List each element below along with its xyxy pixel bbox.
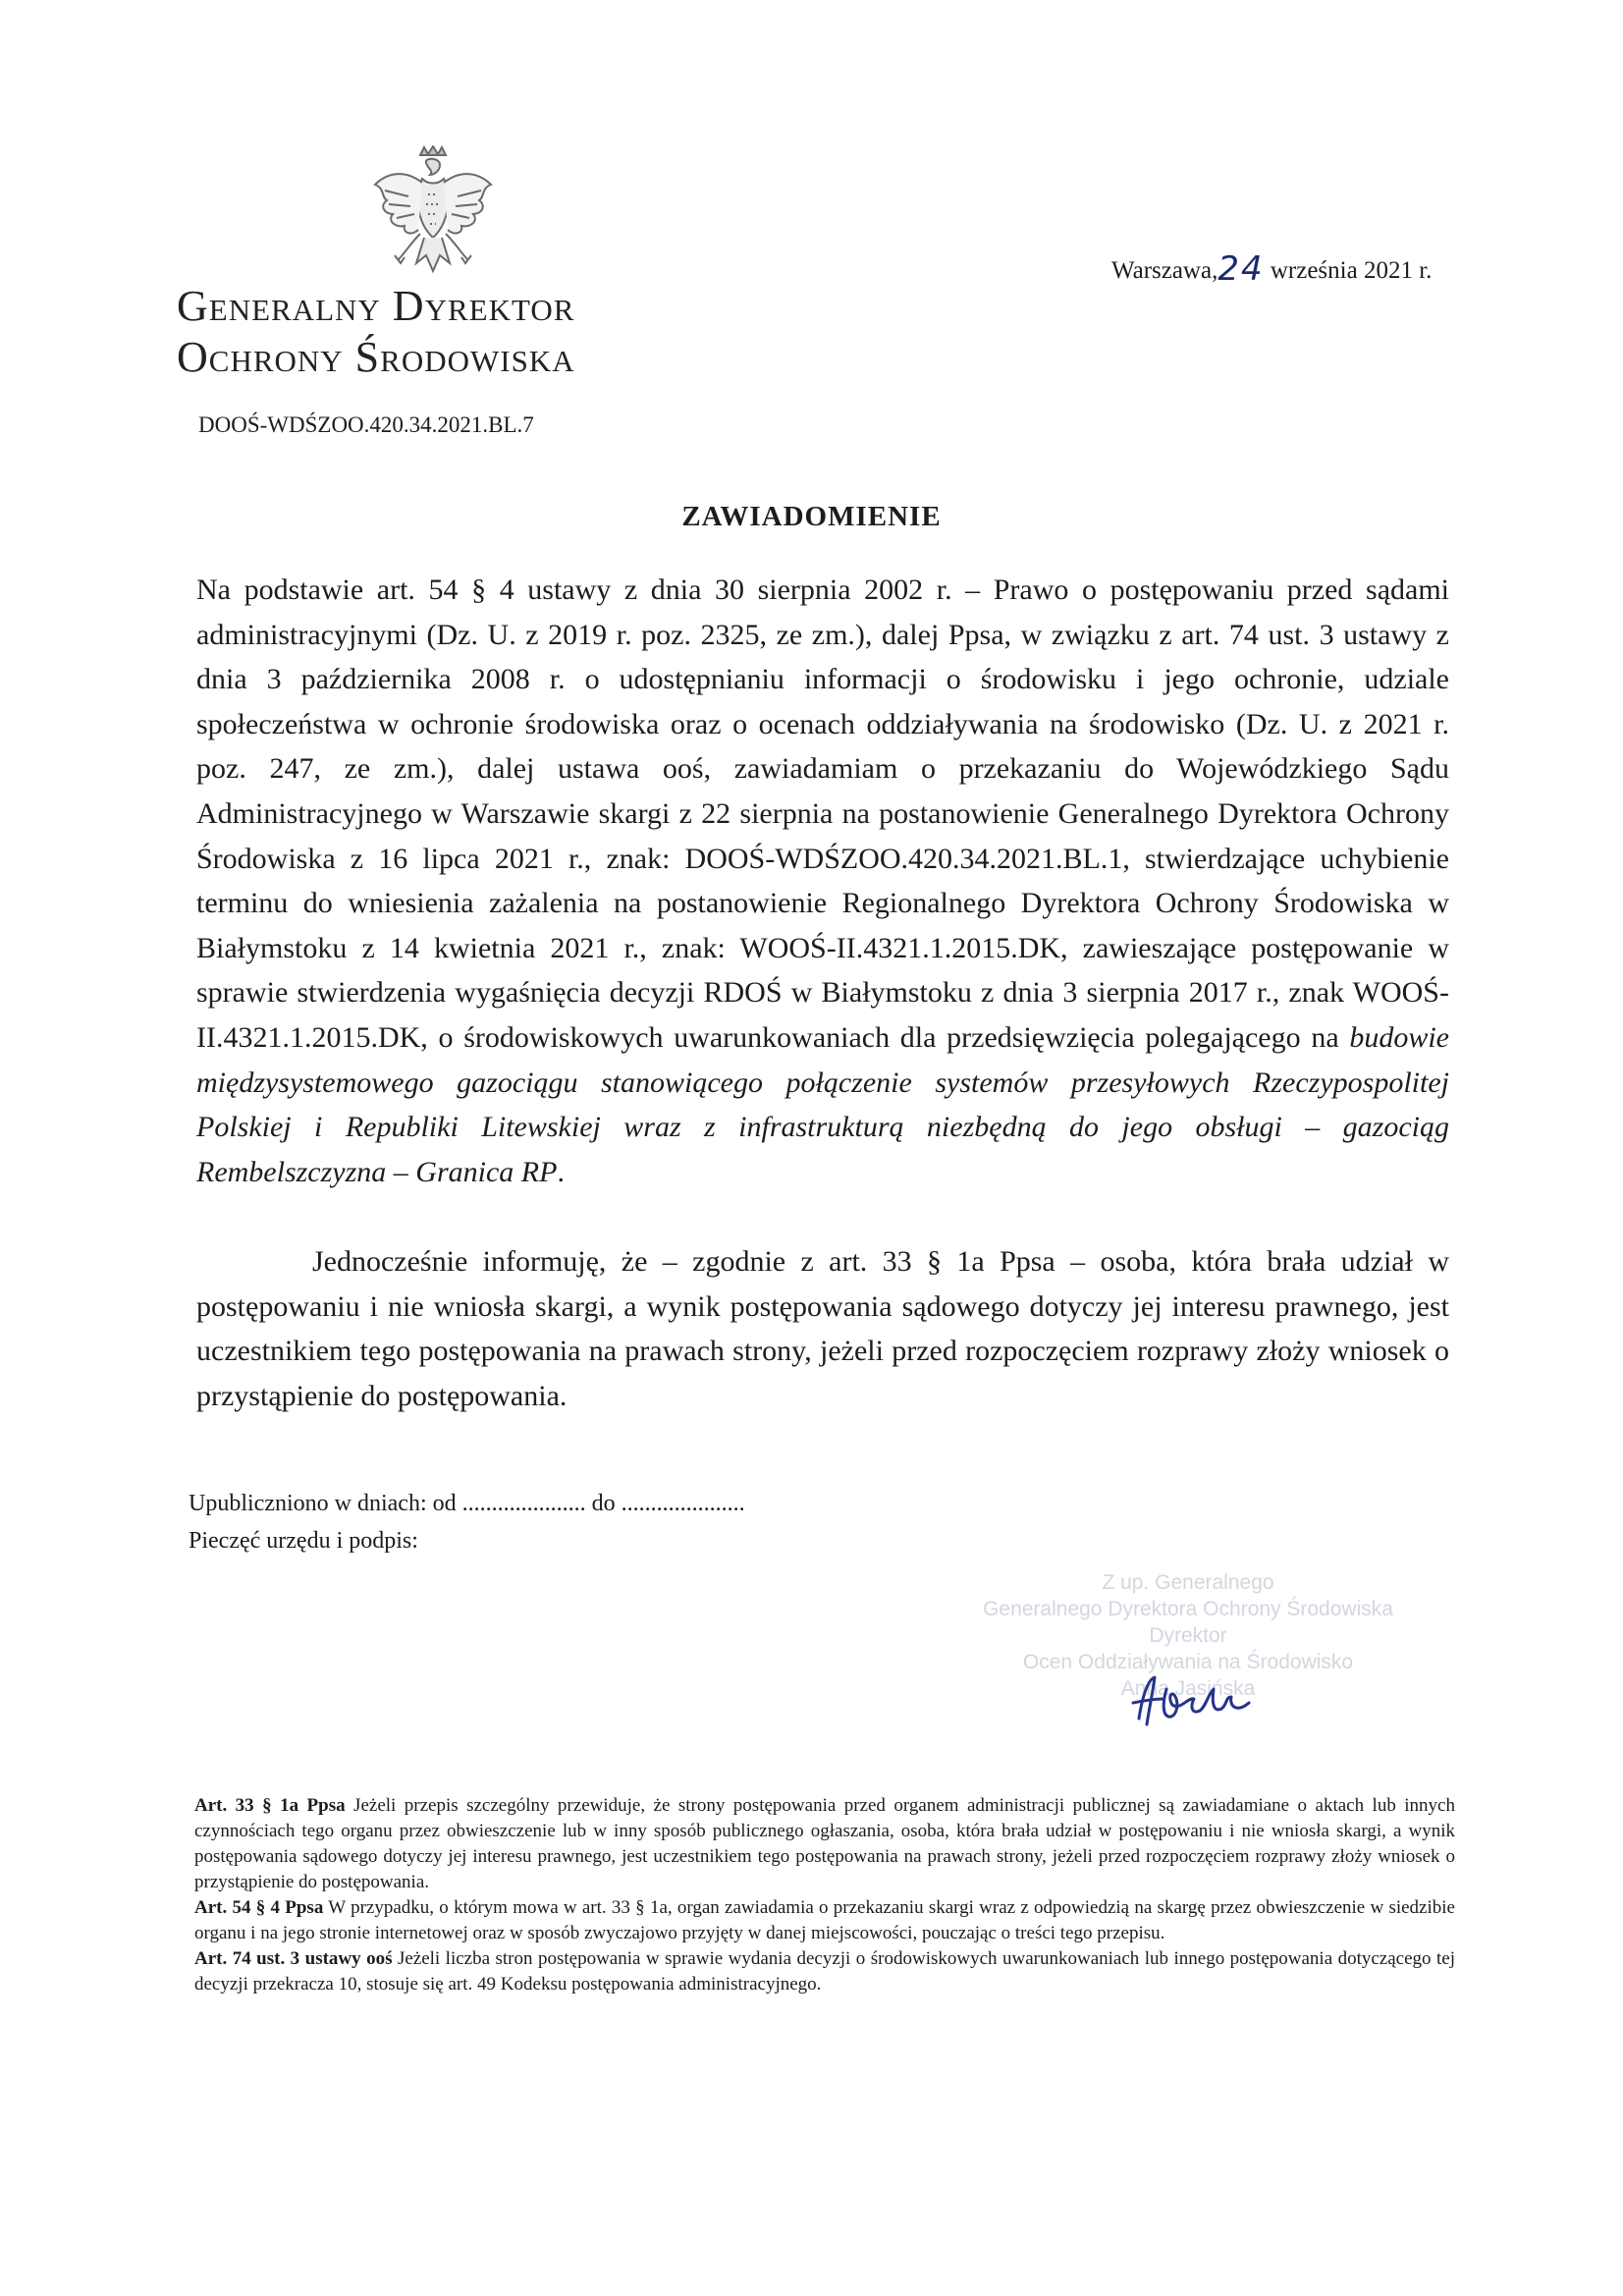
footnote-2-label: Art. 54 § 4 Ppsa <box>194 1897 324 1918</box>
issuing-authority <box>177 281 575 383</box>
document-date <box>1111 249 1432 289</box>
footnote-art-33 <box>194 1793 1455 1895</box>
stamp-line-2: Generalnego Dyrektora Ochrony Środowiska <box>983 1598 1393 1620</box>
stamp-line-4: Ocen Oddziaływania na Środowisko <box>1022 1651 1354 1673</box>
date-day-handwritten: 24 <box>1217 249 1265 289</box>
date-place: Warszawa, <box>1111 257 1218 284</box>
legal-footnotes <box>194 1793 1455 1997</box>
body-paragraph-1 <box>196 568 1449 1194</box>
footnote-1-text: Jeżeli przepis szczególny przewiduje, że strony postępowania przed organem administracji publicznej są zawiadamiane o aktach lub innych czynnościach tego organu przez obwieszczenie lub w inny sposób publicznego ogłaszania, osoba, która brała udział w postępowaniu i nie wniosła skargi, a wynik postępowania sądowego dotyczy jej interesu prawnego, jest uczestnikiem tego postępowania na prawach strony, jeżeli przed rozpoczęciem rozprawy złoży wniosek o przystąpienie do postępowania. <box>194 1795 1455 1892</box>
stamp-signature-line: Pieczęć urzędu i podpis: <box>189 1528 418 1554</box>
paragraph-1-main: Na podstawie art. 54 § 4 ustawy z dnia 30 sierpnia 2002 r. – Prawo o postępowaniu przed sądami administracyjnymi (Dz. U. z 2019 r. poz. 2325, ze zm.), dalej Ppsa, w związku z art. 74 ust. 3 ustawy z dnia 3 października 2008 r. o udostępnianiu informacji o środowisku i jego ochronie, udziale społeczeństwa w ochronie środowiska oraz o ocenach oddziaływania na środowisko (Dz. U. z 2021 r. poz. 247, ze zm.), dalej ustawa ooś, zawiadamiam o przekazaniu do Wojewódzkiego Sądu Administracyjnego w Warszawie skargi z 22 sierpnia na postanowienie Generalnego Dyrektora Ochrony Środowiska z 16 lipca 2021 r., znak: DOOŚ-WDŚZOO.420.34.2021.BL.1, stwierdzające uchybienie terminu do wniesienia zażalenia na postanowienie Regionalnego Dyrektora Ochrony Środowiska w Białymstoku z 14 kwietnia 2021 r., znak: WOOŚ-II.4321.1.2015.DK, zawieszające postępowanie w sprawie stwierdzenia wygaśnięcia decyzji RDOŚ w Białymstoku z dnia 3 sierpnia 2017 r., znak WOOŚ-II.4321.1.2015.DK, o środowiskowych uwarunkowaniach dla przedsięwzięcia polegającego na <box>196 574 1449 1054</box>
footnote-1-label: Art. 33 § 1a Ppsa <box>194 1795 346 1816</box>
paragraph-1-end: . <box>557 1155 565 1188</box>
footnote-3-label: Art. 74 ust. 3 ustawy ooś <box>194 1948 393 1969</box>
white-eagle-emblem-icon <box>365 145 501 293</box>
stamp-line-3: Dyrektor <box>1149 1624 1227 1647</box>
footnote-3-text: Jeżeli liczba stron postępowania w sprawie wydania decyzji o środowiskowych uwarunkowaniach lub innego postępowania dotyczącego tej decyzji przekracza 10, stosuje się art. 49 Kodeksu postępowania administracyjnego. <box>194 1948 1455 1995</box>
case-reference-number: DOOŚ-WDŚZOO.420.34.2021.BL.7 <box>198 412 534 437</box>
footnote-art-54 <box>194 1895 1455 1946</box>
document-title: ZAWIADOMIENIE <box>681 501 942 532</box>
publication-dates-line: Upubliczniono w dniach: od ..................... do ..................... <box>189 1491 745 1516</box>
body-paragraph-2: Jednocześnie informuję, że – zgodnie z art. 33 § 1a Ppsa – osoba, która brała udział w postępowaniu i nie wniosła skargi, a wynik postępowania sądowego dotyczy jej interesu prawnego, jest uczestnikiem tego postępowania na prawach strony, jeżeli przed rozpoczęciem rozprawy złoży wniosek o przystąpienie do postępowania. <box>196 1245 1449 1412</box>
footnote-art-74 <box>194 1946 1455 1997</box>
stamp-line-1: Z up. Generalnego <box>1102 1571 1274 1594</box>
date-month-year: września 2021 r. <box>1270 257 1433 284</box>
paragraph-1-project-name: budowie międzysystemowego gazociągu stanowiącego połączenie systemów przesyłowych Rzeczypospolitej Polskiej i Republiki Litewskiej wraz z infrastrukturą niezbędną do jego obsługi – gazociąg Rembelszczyzna – Granica RP <box>196 1020 1449 1188</box>
authority-line-2: Ochrony Środowiska <box>177 333 575 381</box>
publication-section <box>189 1485 745 1559</box>
stamp-line-5: Anna Jasińska <box>1120 1677 1256 1700</box>
handwritten-signature <box>1119 1660 1276 1738</box>
authority-line-1: Generalny Dyrektor <box>177 282 575 330</box>
footnote-2-text: W przypadku, o którym mowa w art. 33 § 1a, organ zawiadamia o przekazaniu skargi wraz z odpowiedzią na skargę przez obwieszczenie w siedzibie organu i na jego stronie internetowej oraz w sposób zwyczajowo przyjęty w danej miejscowości, pouczając o treści tego przepisu. <box>194 1897 1455 1943</box>
